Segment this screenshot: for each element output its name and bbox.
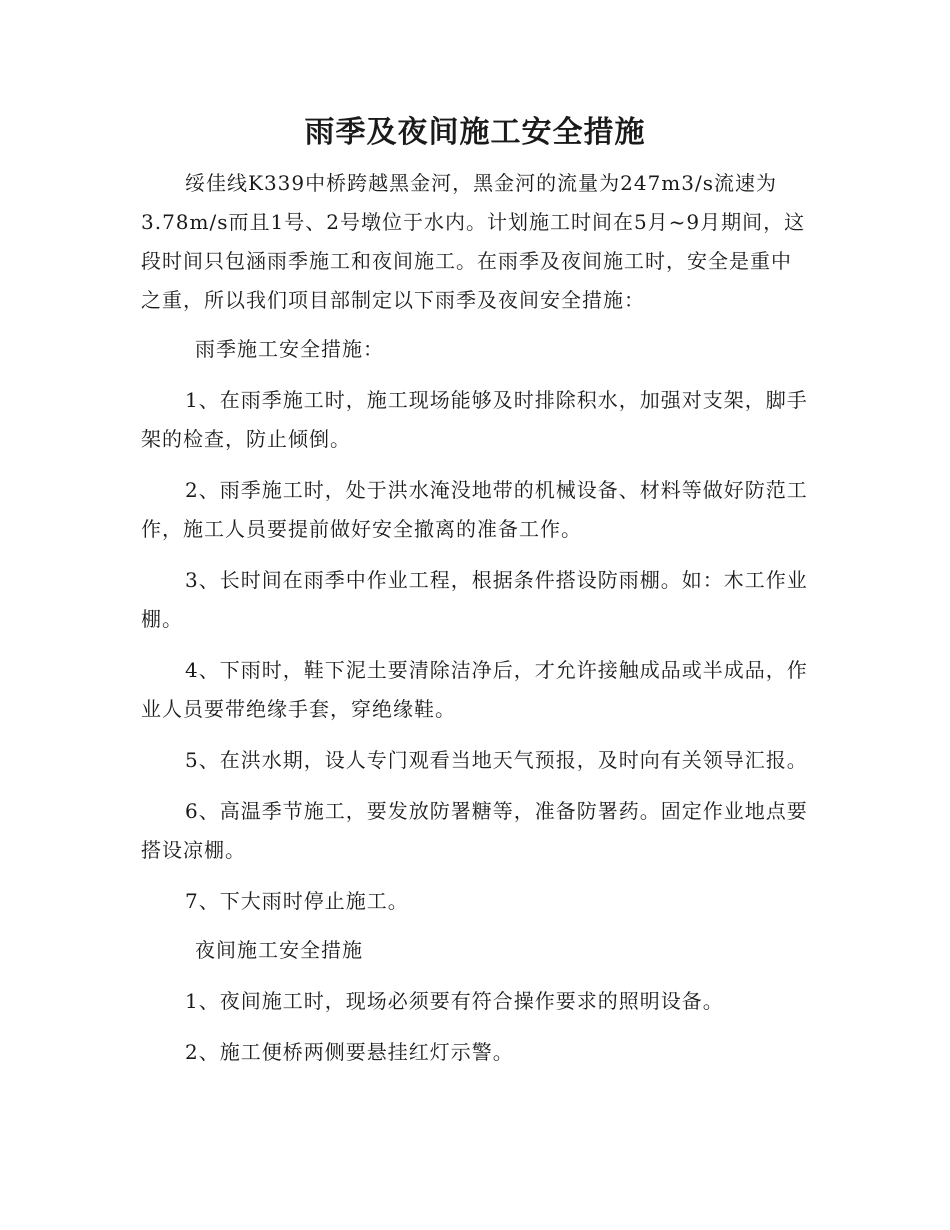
rainy-item-7: 7、下大雨时停止施工。: [185, 889, 409, 913]
rainy-item-1: 1、在雨季施工时，施工现场能够及时排除积水，加强对支架，脚手架的检查，防止倾倒。: [141, 388, 808, 451]
document-body: [141, 164, 809, 1072]
rainy-item-4: 4、下雨时，鞋下泥土要清除洁净后，才允许接触成品或半成品，作业人员要带绝缘手套，穿绝缘鞋。: [141, 658, 808, 721]
rainy-item-3: 3、长时间在雨季中作业工程，根据条件搭设防雨棚。如：木工作业棚。: [141, 568, 808, 631]
rainy-section-heading: 雨季施工安全措施：: [195, 337, 384, 361]
rainy-item-5: 5、在洪水期，设人专门观看当地天气预报，及时向有关领导汇报。: [185, 748, 808, 772]
rainy-item-2: 2、雨季施工时，处于洪水淹没地带的机械设备、材料等做好防范工作，施工人员要提前做好安全撤离的准备工作。: [141, 478, 808, 541]
rainy-item-6: 6、高温季节施工，要发放防署糖等，准备防署药。固定作业地点要搭设凉棚。: [141, 799, 808, 862]
intro-paragraph: 绥佳线K339中桥跨越黑金河，黑金河的流量为247m3/s流速为3.78m/s而且1号、2号墩位于水内。计划施工时间在5月~9月期间，这段时间只包涵雨季施工和夜间施工。在雨季及夜间施工时，安全是重中之重，所以我们项目部制定以下雨季及夜间安全措施：: [141, 171, 806, 312]
night-item-1: 1、夜间施工时，现场必须要有符合操作要求的照明设备。: [185, 989, 724, 1013]
night-section-heading: 夜间施工安全措施: [195, 938, 363, 962]
night-item-2: 2、施工便桥两侧要悬挂红灯示警。: [185, 1040, 514, 1064]
document-title: 雨季及夜间施工安全措施: [304, 115, 646, 150]
